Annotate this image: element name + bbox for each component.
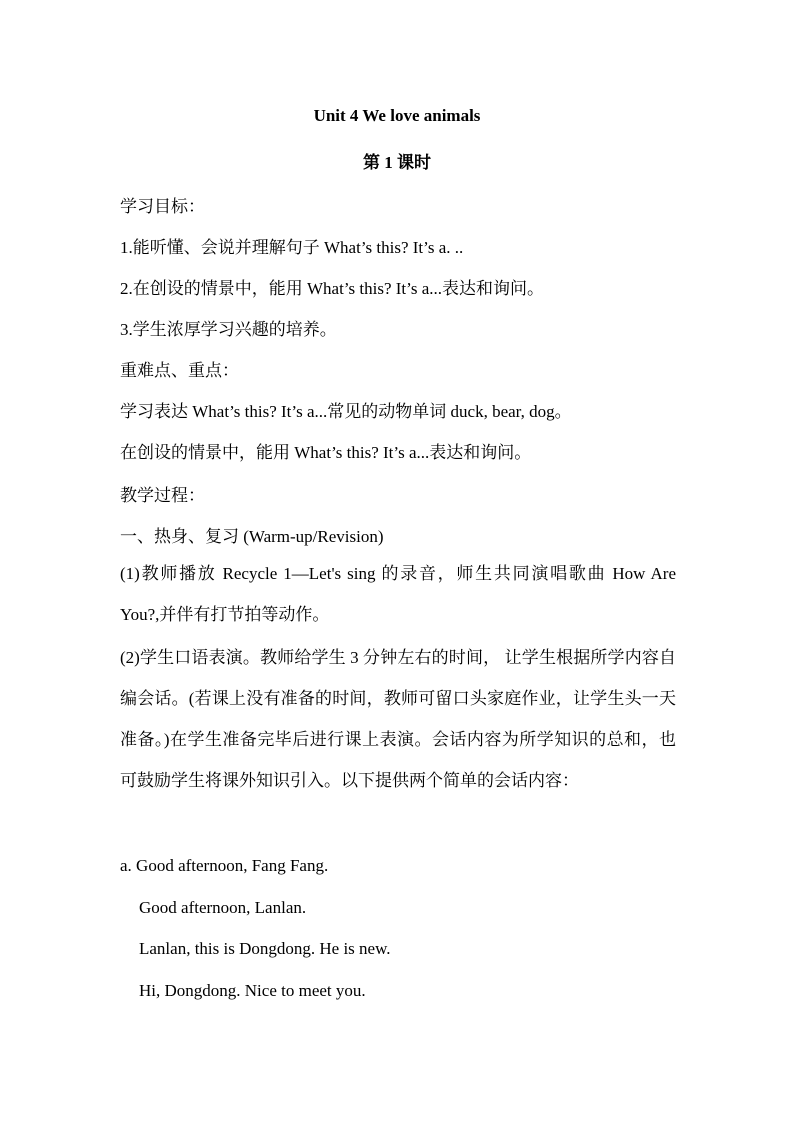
objective-item: 3.学生浓厚学习兴趣的培养。: [120, 320, 337, 339]
objectives-heading: 学习目标：: [120, 197, 205, 216]
step-paragraph: (2)学生口语表演。教师给学生 3 分钟左右的时间， 让学生根据所学内容自编会话。(若课上没有准备的时间，教师可留口头家庭作业，让学生头一天准备。)在学生准备完毕后进行课上表演。会话内容为所学知识的总和，也可鼓励学生将课外知识引入。以下提供两个简单的会话内容：: [120, 648, 676, 790]
objective-item: 2.在创设的情景中，能用 What’s this? It’s a...表达和询问。: [120, 279, 545, 298]
process-heading: 教学过程：: [120, 486, 205, 505]
dialogue-line: Lanlan, this is Dongdong. He is new.: [139, 939, 391, 958]
document-title: Unit 4 We love animals: [313, 106, 481, 125]
lesson-subtitle: 第 1 课时: [363, 153, 431, 172]
keypoint-item: 在创设的情景中，能用 What’s this? It’s a...表达和询问。: [120, 443, 532, 462]
step-paragraph: (1)教师播放 Recycle 1—Let's sing 的录音，师生共同演唱歌曲 How Are You?,并伴有打节拍等动作。: [120, 564, 676, 624]
keypoints-heading: 重难点、重点：: [120, 361, 239, 380]
keypoint-item: 学习表达 What’s this? It’s a...常见的动物单词 duck, bear, dog。: [120, 402, 572, 421]
dialogue-line: a. Good afternoon, Fang Fang.: [120, 856, 329, 875]
section-heading: 一、热身、复习 (Warm-up/Revision): [120, 527, 384, 546]
dialogue-line: Hi, Dongdong. Nice to meet you.: [139, 981, 366, 1000]
objective-item: 1.能听懂、会说并理解句子 What’s this? It’s a. ..: [120, 238, 464, 257]
dialogue-line: Good afternoon, Lanlan.: [139, 898, 307, 917]
